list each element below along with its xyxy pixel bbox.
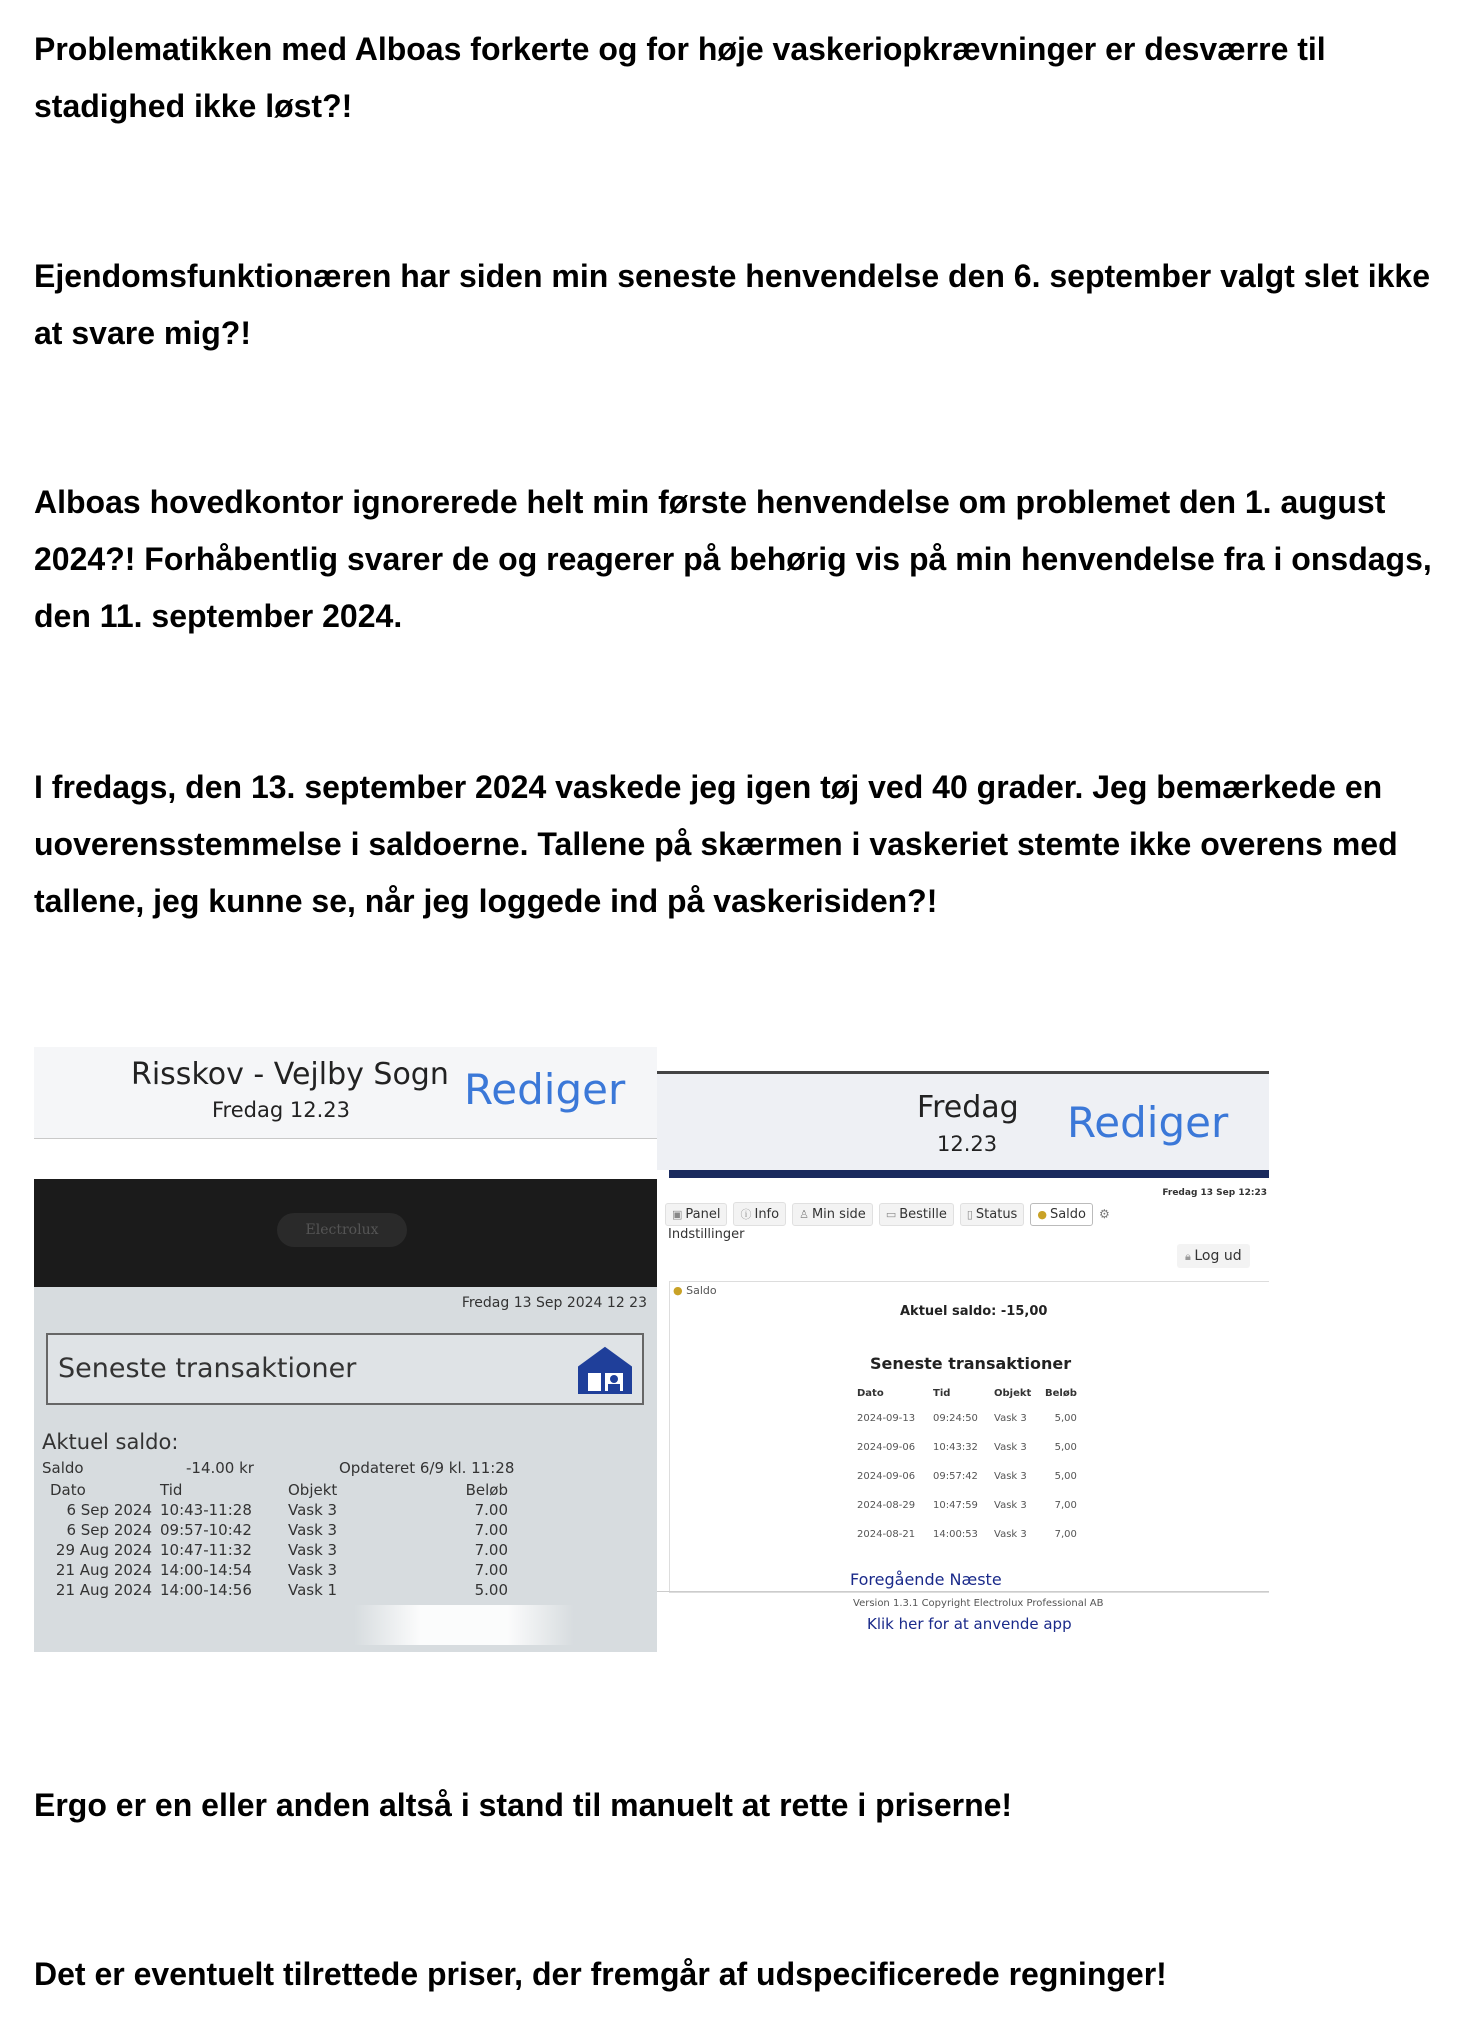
- ios-subtitle: 12.23: [937, 1132, 998, 1156]
- updated-note: Opdateret 6/9 kl. 11:28: [339, 1459, 515, 1477]
- table-row: [50, 1500, 508, 1520]
- ios-header-right: [657, 1074, 1269, 1170]
- time-cell: 14:00-14:54: [160, 1561, 252, 1579]
- previous-link[interactable]: Foregående: [850, 1570, 945, 1589]
- navbar: [669, 1170, 1269, 1178]
- object-cell: Vask 1: [288, 1581, 338, 1599]
- date-cell: 6 Sep 2024: [66, 1521, 152, 1539]
- next-link[interactable]: Næste: [949, 1570, 1002, 1589]
- column-header: Tid: [933, 1387, 951, 1399]
- object-cell: Vask 3: [288, 1541, 338, 1559]
- amount-cell: 7.00: [474, 1541, 508, 1559]
- tab-label: Panel: [685, 1207, 721, 1222]
- pager: [850, 1570, 1002, 1589]
- ios-title: Fredag: [917, 1090, 1019, 1125]
- object-cell: Vask 3: [288, 1501, 338, 1519]
- calendar-icon: ▭: [885, 1208, 897, 1221]
- web-transactions-table: [857, 1382, 1083, 1549]
- machine-screen-photo: [34, 1047, 657, 1652]
- current-balance: Aktuel saldo: -15,00: [900, 1304, 1048, 1319]
- object-cell: Vask 3: [288, 1521, 338, 1539]
- date-cell: 2024-08-29: [857, 1500, 916, 1511]
- column-header: Beløb: [465, 1481, 508, 1499]
- column-header: Beløb: [1045, 1387, 1077, 1399]
- info-icon: ⓘ: [740, 1208, 752, 1221]
- object-cell: Vask 3: [994, 1413, 1027, 1424]
- divider: [657, 1591, 1269, 1592]
- home-icon[interactable]: [576, 1345, 634, 1395]
- edit-button[interactable]: Rediger: [1067, 1098, 1229, 1147]
- table-row: [50, 1560, 508, 1580]
- panel-label: ● Saldo: [673, 1284, 717, 1297]
- date-cell: 2024-09-13: [857, 1413, 916, 1424]
- table-row: [857, 1433, 1083, 1462]
- gear-icon[interactable]: ⚙: [1099, 1207, 1110, 1221]
- transactions-box: [46, 1333, 644, 1405]
- tab-bar: [665, 1202, 1269, 1226]
- amount-cell: 5,00: [1054, 1442, 1077, 1453]
- screen-glare: [354, 1605, 574, 1645]
- time-cell: 10:47-11:32: [160, 1541, 252, 1559]
- logout-button[interactable]: [1177, 1244, 1250, 1268]
- panel-icon: ▣: [672, 1208, 683, 1221]
- balance-value: -14.00 kr: [186, 1459, 254, 1477]
- table-row: [857, 1404, 1083, 1433]
- tab-label: Status: [975, 1207, 1018, 1222]
- table-row: [857, 1520, 1083, 1549]
- column-header: Objekt: [288, 1481, 338, 1499]
- tab-label: Info: [754, 1207, 780, 1222]
- paragraph-final: Det er eventuelt tilrettede priser, der fremgår af udspecificerede regninger!: [34, 1956, 1167, 1992]
- paragraph-caretaker: Ejendomsfunktionæren har siden min seneste henvendelse den 6. september valgt slet ikke at svare mig?!: [34, 258, 1430, 351]
- tab-book[interactable]: [879, 1203, 954, 1226]
- amount-cell: 7.00: [474, 1501, 508, 1519]
- object-cell: Vask 3: [994, 1500, 1027, 1511]
- ios-title: Risskov - Vejlby Sogn: [131, 1057, 449, 1092]
- amount-cell: 5.00: [474, 1581, 508, 1599]
- date-cell: 2024-09-06: [857, 1442, 916, 1453]
- object-cell: Vask 3: [288, 1561, 338, 1579]
- machine-panel-top: [34, 1179, 657, 1287]
- table-row: [50, 1520, 508, 1540]
- time-cell: 10:43-11:28: [160, 1501, 252, 1519]
- amount-cell: 7,00: [1054, 1500, 1077, 1511]
- date-cell: 2024-08-21: [857, 1529, 916, 1540]
- user-icon: ♙: [799, 1208, 809, 1221]
- timestamp: Fredag 13 Sep 12:23: [1162, 1188, 1267, 1198]
- time-cell: 10:43:32: [933, 1442, 978, 1453]
- table-row: [857, 1462, 1083, 1491]
- amount-cell: 5,00: [1054, 1471, 1077, 1482]
- tab-label: Min side: [811, 1207, 866, 1222]
- amount-cell: 7.00: [474, 1521, 508, 1539]
- amount-cell: 7.00: [474, 1561, 508, 1579]
- machine-display: [34, 1287, 657, 1652]
- object-cell: Vask 3: [994, 1471, 1027, 1482]
- coins-icon: ●: [1037, 1208, 1047, 1221]
- time-cell: 09:57-10:42: [160, 1521, 252, 1539]
- app-link[interactable]: Klik her for at anvende app: [867, 1615, 1072, 1633]
- amount-cell: 7,00: [1054, 1529, 1077, 1540]
- tab-label: Saldo: [1049, 1207, 1086, 1222]
- lock-icon: 🔒︎: [1185, 1250, 1195, 1263]
- column-header: Dato: [50, 1481, 86, 1499]
- paragraph-conclusion: Ergo er en eller anden altså i stand til manuelt at rette i priserne!: [34, 1787, 1013, 1823]
- web-balance-screenshot: [657, 1071, 1269, 1652]
- time-cell: 14:00-14:56: [160, 1581, 252, 1599]
- logout-label: Log ud: [1194, 1248, 1242, 1264]
- time-cell: 14:00:53: [933, 1529, 978, 1540]
- object-cell: Vask 3: [994, 1442, 1027, 1453]
- date-cell: 29 Aug 2024: [55, 1541, 152, 1559]
- amount-cell: 5,00: [1054, 1413, 1077, 1424]
- settings-link[interactable]: Indstillinger: [668, 1227, 745, 1242]
- date-cell: 21 Aug 2024: [55, 1581, 152, 1599]
- display-date: Fredag 13 Sep 2024 12 23: [461, 1295, 647, 1311]
- paragraph-head-office: Alboas hovedkontor ignorerede helt min første henvendelse om problemet den 1. august 2024?! Forhåbentlig svarer de og reagerer på behørig vis på min henvendelse fra i onsdags, den 11. september 2024.: [34, 484, 1432, 634]
- paragraph-intro: Problematikken med Alboas forkerte og for høje vaskeriopkrævninger er desværre til stadighed ikke løst?!: [34, 31, 1326, 124]
- tab-panel[interactable]: [665, 1203, 727, 1226]
- object-cell: Vask 3: [994, 1529, 1027, 1540]
- current-balance-heading: Aktuel saldo:: [42, 1430, 179, 1454]
- version-note: Version 1.3.1 Copyright Electrolux Professional AB: [853, 1598, 1104, 1609]
- tab-label: Bestille: [899, 1207, 947, 1222]
- tab-status[interactable]: [960, 1203, 1025, 1226]
- machine-transactions-table: [50, 1480, 508, 1600]
- status-icon: ▯: [966, 1208, 973, 1221]
- electrolux-logo: Electrolux: [277, 1213, 407, 1247]
- time-cell: 10:47:59: [933, 1500, 978, 1511]
- paragraph-discrepancy: I fredags, den 13. september 2024 vaskede jeg igen tøj ved 40 grader. Jeg bemærkede en uoverensstemmelse i saldoerne. Tallene på skærmen i vaskeriet stemte ikke overens med tallene, jeg kunne se, når jeg loggede ind på vaskerisiden?!: [34, 769, 1398, 919]
- transactions-title: Seneste transaktioner: [870, 1354, 1072, 1373]
- time-cell: 09:24:50: [933, 1413, 978, 1424]
- column-header: Tid: [160, 1481, 183, 1499]
- tab-balance[interactable]: [1030, 1203, 1093, 1226]
- balance-label: Saldo: [42, 1459, 84, 1477]
- table-row: [50, 1580, 508, 1600]
- balance-panel: [669, 1281, 1269, 1593]
- ios-header-left: [34, 1047, 657, 1139]
- table-row: [50, 1540, 508, 1560]
- date-cell: 21 Aug 2024: [55, 1561, 152, 1579]
- edit-button[interactable]: Rediger: [464, 1065, 626, 1114]
- column-header: Dato: [857, 1387, 884, 1399]
- tab-my-page[interactable]: [792, 1203, 873, 1226]
- date-cell: 2024-09-06: [857, 1471, 916, 1482]
- date-cell: 6 Sep 2024: [66, 1501, 152, 1519]
- table-row: [857, 1491, 1083, 1520]
- ios-subtitle: Fredag 12.23: [212, 1098, 350, 1122]
- column-header: Objekt: [994, 1387, 1032, 1399]
- transactions-title: Seneste transaktioner: [58, 1353, 357, 1384]
- time-cell: 09:57:42: [933, 1471, 978, 1482]
- tab-info[interactable]: [733, 1202, 786, 1226]
- coins-icon: ●: [673, 1284, 687, 1297]
